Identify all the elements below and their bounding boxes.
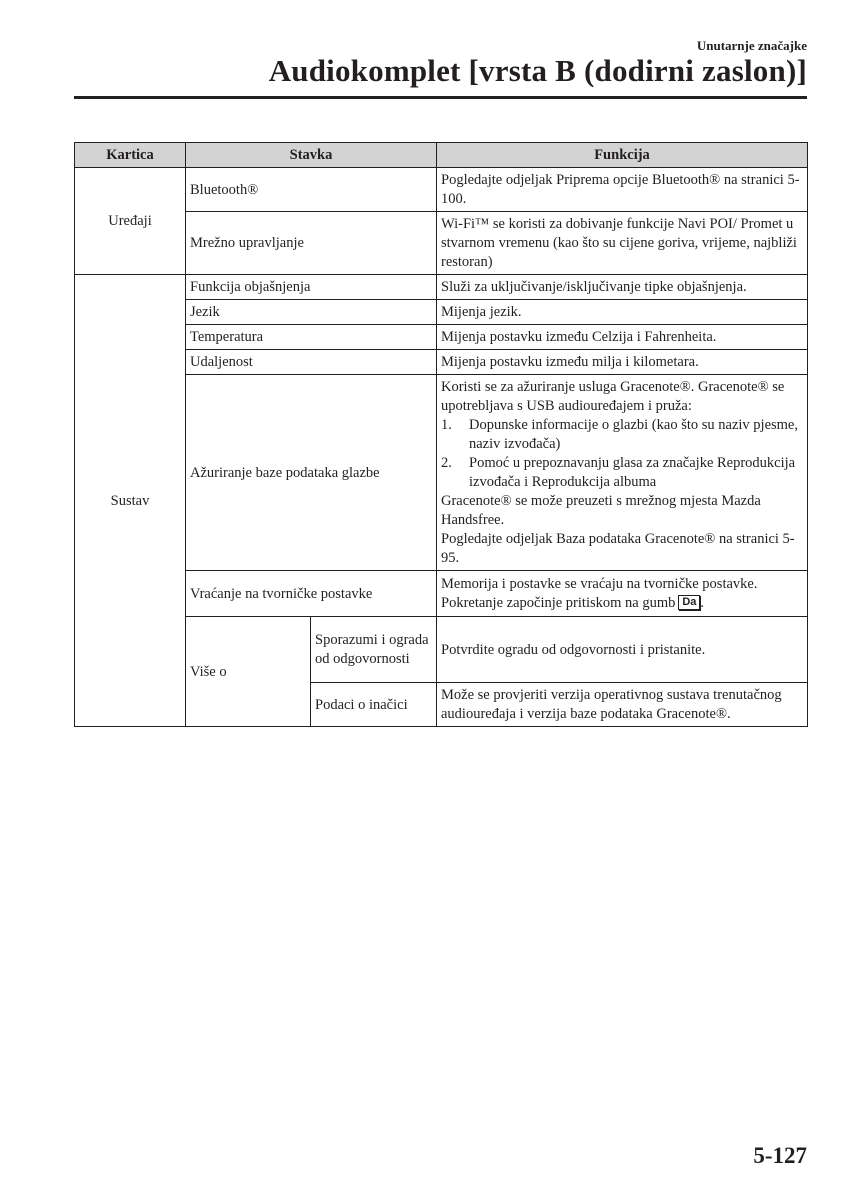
section-title: Unutarnje značajke xyxy=(696,38,807,53)
title-rule xyxy=(74,96,807,99)
item-cell: Temperatura xyxy=(186,325,437,350)
list-number: 1. xyxy=(441,417,452,433)
function-cell xyxy=(437,375,808,571)
da-button-glyph: Da xyxy=(678,595,700,610)
settings-table xyxy=(74,142,808,727)
item-cell: Udaljenost xyxy=(186,350,437,375)
item-cell: Funkcija objašnjenja xyxy=(186,275,437,300)
column-header-item: Stavka xyxy=(186,143,437,168)
item-cell: Ažuriranje baze podataka glazbe xyxy=(186,375,437,571)
page-title: Audiokomplet [vrsta B (dodirni zaslon)] xyxy=(268,53,807,88)
music-db-download: Gracenote® se može preuzeti s mrežnog mjesta Mazda Handsfree. xyxy=(441,493,761,528)
function-cell: Može se provjeriti verzija operativnog sustava trenutačnog audiouređaja i verzija baze podataka Gracenote®. xyxy=(437,683,808,727)
list-number: 2. xyxy=(441,455,452,471)
subitem-cell: Podaci o inačici xyxy=(311,683,437,727)
function-cell: Služi za uključivanje/isključivanje tipke objašnjenja. xyxy=(437,275,808,300)
list-item xyxy=(441,416,803,454)
column-header-tab: Kartica xyxy=(75,143,186,168)
column-header-function: Funkcija xyxy=(437,143,808,168)
item-cell: Jezik xyxy=(186,300,437,325)
list-text: Pomoć u prepoznavanju glasa za značajke Reprodukcija izvođača i Reprodukcija albuma xyxy=(469,455,796,490)
subitem-cell: Sporazumi i ograda od odgovornosti xyxy=(311,617,437,683)
tab-cell-sustav: Sustav xyxy=(75,275,186,727)
function-cell xyxy=(437,571,808,617)
list-text: Dopunske informacije o glazbi (kao što su naziv pjesme, naziv izvođača) xyxy=(469,417,798,452)
list-item xyxy=(441,454,803,492)
function-cell: Wi-Fi™ se koristi za dobivanje funkcije Navi POI/ Promet u stvarnom vremenu (kao što su cijene goriva, vrijeme, najbliži restoran) xyxy=(437,212,808,275)
item-cell: Više o xyxy=(186,617,311,727)
function-cell: Mijenja jezik. xyxy=(437,300,808,325)
table-row xyxy=(75,275,808,300)
item-cell: Bluetooth® xyxy=(186,168,437,212)
table-header-row xyxy=(75,143,808,168)
factory-reset-period: . xyxy=(700,595,705,611)
factory-reset-line2 xyxy=(441,594,803,613)
music-db-reference: Pogledajte odjeljak Baza podataka Gracenote® na stranici 5-95. xyxy=(441,531,795,566)
page-number: 5-127 xyxy=(753,1143,807,1168)
function-cell: Pogledajte odjeljak Priprema opcije Bluetooth® na stranici 5-100. xyxy=(437,168,808,212)
function-cell: Mijenja postavku između milja i kilometara. xyxy=(437,350,808,375)
music-db-intro: Koristi se za ažuriranje usluga Gracenote®. Gracenote® se upotrebljava s USB audiouređajem i pruža: xyxy=(441,379,785,414)
item-cell: Mrežno upravljanje xyxy=(186,212,437,275)
factory-reset-text: Pokretanje započinje pritiskom na gumb xyxy=(441,595,676,611)
item-cell: Vraćanje na tvorničke postavke xyxy=(186,571,437,617)
function-cell: Mijenja postavku između Celzija i Fahrenheita. xyxy=(437,325,808,350)
tab-cell-uredaji: Uređaji xyxy=(75,168,186,275)
table-row xyxy=(75,168,808,212)
function-cell: Potvrdite ogradu od odgovornosti i pristanite. xyxy=(437,617,808,683)
factory-reset-line1: Memorija i postavke se vraćaju na tvorničke postavke. xyxy=(441,576,758,592)
